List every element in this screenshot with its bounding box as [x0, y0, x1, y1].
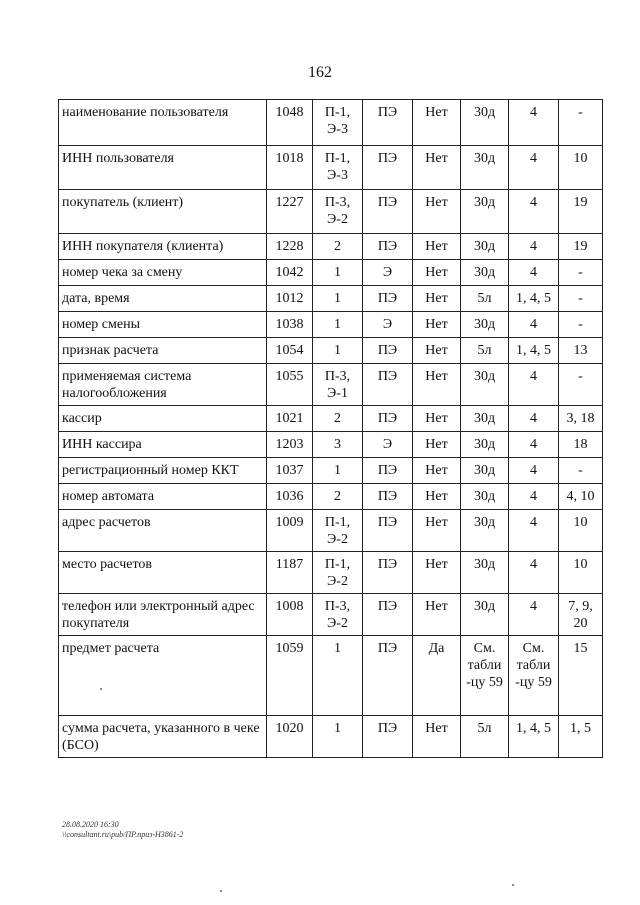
- column-8-cell: -: [559, 312, 603, 338]
- column-8-cell: 3, 18: [559, 406, 603, 432]
- format-cell: 1: [313, 636, 363, 716]
- format-cell: 2: [313, 484, 363, 510]
- footer-document-ref: \\consultant.ru\pub/ПР.приз-Н3861-2: [62, 830, 184, 839]
- column-8-cell: 10: [559, 146, 603, 190]
- table-row: [59, 716, 603, 758]
- tag-number-cell: 1038: [267, 312, 313, 338]
- tag-number-cell: 1008: [267, 594, 313, 636]
- table-row: [59, 510, 603, 552]
- period-cell: 30д: [461, 364, 509, 406]
- form-type-cell: ПЭ: [363, 716, 413, 758]
- period-cell: 30д: [461, 432, 509, 458]
- format-cell: 1: [313, 338, 363, 364]
- column-8-cell: 18: [559, 432, 603, 458]
- column-7-cell: 1, 4, 5: [509, 286, 559, 312]
- table-row: [59, 552, 603, 594]
- period-cell: 5л: [461, 716, 509, 758]
- period-cell: 30д: [461, 146, 509, 190]
- requirement-name-cell: сумма расчета, указанного в чеке (БСО): [59, 716, 267, 758]
- column-8-cell: 19: [559, 234, 603, 260]
- column-7-cell: 4: [509, 484, 559, 510]
- form-type-cell: ПЭ: [363, 100, 413, 146]
- column-8-cell: -: [559, 458, 603, 484]
- requirement-name-cell: покупатель (клиент): [59, 190, 267, 234]
- requirement-name-cell: место расчетов: [59, 552, 267, 594]
- format-cell: П-1, Э-2: [313, 510, 363, 552]
- form-type-cell: ПЭ: [363, 234, 413, 260]
- mandatory-cell: Нет: [413, 312, 461, 338]
- tag-number-cell: 1187: [267, 552, 313, 594]
- form-type-cell: ПЭ: [363, 636, 413, 716]
- column-8-cell: 15: [559, 636, 603, 716]
- requirement-name-cell: наименование пользователя: [59, 100, 267, 146]
- format-cell: П-3, Э-2: [313, 594, 363, 636]
- column-7-cell: 1, 4, 5: [509, 716, 559, 758]
- mandatory-cell: Нет: [413, 552, 461, 594]
- tag-number-cell: 1042: [267, 260, 313, 286]
- column-7-cell: 4: [509, 100, 559, 146]
- table-row: [59, 338, 603, 364]
- format-cell: П-1, Э-3: [313, 146, 363, 190]
- requirement-name-cell: кассир: [59, 406, 267, 432]
- mandatory-cell: Нет: [413, 190, 461, 234]
- mandatory-cell: Нет: [413, 146, 461, 190]
- table-row: [59, 234, 603, 260]
- table-row: [59, 636, 603, 716]
- tag-number-cell: 1228: [267, 234, 313, 260]
- table-row: [59, 594, 603, 636]
- period-cell: 30д: [461, 234, 509, 260]
- column-8-cell: 10: [559, 510, 603, 552]
- requirement-name-cell: регистрационный номер ККТ: [59, 458, 267, 484]
- table-row: [59, 484, 603, 510]
- tag-number-cell: 1054: [267, 338, 313, 364]
- tag-number-cell: 1227: [267, 190, 313, 234]
- column-7-cell: 4: [509, 190, 559, 234]
- form-type-cell: ПЭ: [363, 552, 413, 594]
- format-cell: 1: [313, 286, 363, 312]
- column-7-cell: 4: [509, 260, 559, 286]
- mandatory-cell: Нет: [413, 234, 461, 260]
- period-cell: 30д: [461, 458, 509, 484]
- column-8-cell: 10: [559, 552, 603, 594]
- table-row: [59, 260, 603, 286]
- scan-speck: [220, 890, 222, 892]
- mandatory-cell: Нет: [413, 458, 461, 484]
- column-8-cell: 4, 10: [559, 484, 603, 510]
- column-8-cell: -: [559, 286, 603, 312]
- format-cell: П-1, Э-3: [313, 100, 363, 146]
- column-7-cell: 1, 4, 5: [509, 338, 559, 364]
- mandatory-cell: Нет: [413, 338, 461, 364]
- table-row: [59, 432, 603, 458]
- format-cell: 1: [313, 458, 363, 484]
- period-cell: См. табли -цу 59: [461, 636, 509, 716]
- column-8-cell: -: [559, 260, 603, 286]
- mandatory-cell: Да: [413, 636, 461, 716]
- period-cell: 30д: [461, 190, 509, 234]
- column-7-cell: 4: [509, 406, 559, 432]
- tag-number-cell: 1036: [267, 484, 313, 510]
- requirement-name-cell: телефон или электронный адрес покупателя: [59, 594, 267, 636]
- column-8-cell: 13: [559, 338, 603, 364]
- table-row: [59, 406, 603, 432]
- form-type-cell: ПЭ: [363, 190, 413, 234]
- form-type-cell: ПЭ: [363, 338, 413, 364]
- format-cell: П-3, Э-1: [313, 364, 363, 406]
- tag-number-cell: 1055: [267, 364, 313, 406]
- mandatory-cell: Нет: [413, 100, 461, 146]
- column-7-cell: 4: [509, 234, 559, 260]
- column-8-cell: 1, 5: [559, 716, 603, 758]
- tag-number-cell: 1203: [267, 432, 313, 458]
- period-cell: 5л: [461, 338, 509, 364]
- column-8-cell: 7, 9, 20: [559, 594, 603, 636]
- column-8-cell: -: [559, 100, 603, 146]
- period-cell: 30д: [461, 484, 509, 510]
- table-row: [59, 458, 603, 484]
- format-cell: 1: [313, 260, 363, 286]
- mandatory-cell: Нет: [413, 260, 461, 286]
- requirement-name-cell: адрес расчетов: [59, 510, 267, 552]
- form-type-cell: ПЭ: [363, 146, 413, 190]
- tag-number-cell: 1048: [267, 100, 313, 146]
- requirement-name-cell: ИНН пользователя: [59, 146, 267, 190]
- period-cell: 30д: [461, 510, 509, 552]
- column-8-cell: 19: [559, 190, 603, 234]
- table-row: [59, 146, 603, 190]
- tag-number-cell: 1059: [267, 636, 313, 716]
- tag-number-cell: 1018: [267, 146, 313, 190]
- tag-number-cell: 1012: [267, 286, 313, 312]
- form-type-cell: Э: [363, 432, 413, 458]
- form-type-cell: Э: [363, 312, 413, 338]
- format-cell: 2: [313, 234, 363, 260]
- form-type-cell: ПЭ: [363, 364, 413, 406]
- requirement-name-cell: номер чека за смену: [59, 260, 267, 286]
- mandatory-cell: Нет: [413, 594, 461, 636]
- form-type-cell: ПЭ: [363, 406, 413, 432]
- mandatory-cell: Нет: [413, 286, 461, 312]
- table-row: [59, 312, 603, 338]
- format-cell: 1: [313, 312, 363, 338]
- mandatory-cell: Нет: [413, 510, 461, 552]
- tag-number-cell: 1037: [267, 458, 313, 484]
- mandatory-cell: Нет: [413, 484, 461, 510]
- tag-number-cell: 1009: [267, 510, 313, 552]
- form-type-cell: ПЭ: [363, 286, 413, 312]
- requirement-name-cell: признак расчета: [59, 338, 267, 364]
- column-7-cell: 4: [509, 458, 559, 484]
- column-7-cell: 4: [509, 364, 559, 406]
- form-type-cell: ПЭ: [363, 458, 413, 484]
- table-row: [59, 190, 603, 234]
- table-row: [59, 100, 603, 146]
- table-body: [59, 100, 603, 758]
- table-row: [59, 364, 603, 406]
- column-8-cell: -: [559, 364, 603, 406]
- mandatory-cell: Нет: [413, 716, 461, 758]
- column-7-cell: 4: [509, 594, 559, 636]
- column-7-cell: 4: [509, 432, 559, 458]
- footer: [62, 820, 183, 840]
- column-7-cell: 4: [509, 552, 559, 594]
- column-7-cell: 4: [509, 312, 559, 338]
- format-cell: 1: [313, 716, 363, 758]
- requirement-name-cell: номер автомата: [59, 484, 267, 510]
- mandatory-cell: Нет: [413, 406, 461, 432]
- form-type-cell: ПЭ: [363, 594, 413, 636]
- period-cell: 30д: [461, 100, 509, 146]
- requirement-name-cell: ИНН покупателя (клиента): [59, 234, 267, 260]
- mandatory-cell: Нет: [413, 364, 461, 406]
- requirement-name-cell: дата, время: [59, 286, 267, 312]
- footer-timestamp: 28.08.2020 16:30: [62, 820, 119, 829]
- form-type-cell: Э: [363, 260, 413, 286]
- table-row: [59, 286, 603, 312]
- tag-number-cell: 1021: [267, 406, 313, 432]
- requisites-table: [58, 99, 603, 758]
- page-number: 162: [308, 64, 332, 81]
- column-7-cell: 4: [509, 146, 559, 190]
- format-cell: П-1, Э-2: [313, 552, 363, 594]
- column-7-cell: См. табли -цу 59: [509, 636, 559, 716]
- column-7-cell: 4: [509, 510, 559, 552]
- scan-speck: [512, 884, 514, 886]
- period-cell: 30д: [461, 312, 509, 338]
- period-cell: 5л: [461, 286, 509, 312]
- scan-speck: [100, 688, 102, 690]
- requirement-name-cell: ИНН кассира: [59, 432, 267, 458]
- requirement-name-cell: предмет расчета: [59, 636, 267, 716]
- format-cell: 2: [313, 406, 363, 432]
- form-type-cell: ПЭ: [363, 510, 413, 552]
- format-cell: П-3, Э-2: [313, 190, 363, 234]
- period-cell: 30д: [461, 260, 509, 286]
- mandatory-cell: Нет: [413, 432, 461, 458]
- requirement-name-cell: номер смены: [59, 312, 267, 338]
- tag-number-cell: 1020: [267, 716, 313, 758]
- requirement-name-cell: применяемая система налогообложения: [59, 364, 267, 406]
- form-type-cell: ПЭ: [363, 484, 413, 510]
- period-cell: 30д: [461, 552, 509, 594]
- format-cell: 3: [313, 432, 363, 458]
- period-cell: 30д: [461, 406, 509, 432]
- period-cell: 30д: [461, 594, 509, 636]
